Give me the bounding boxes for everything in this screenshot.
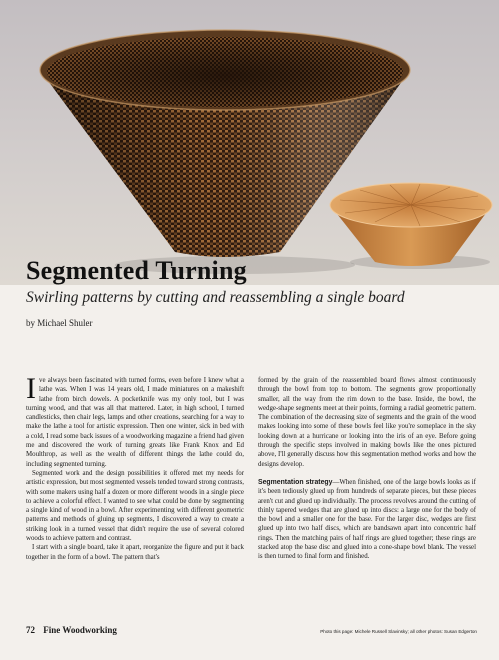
column-left — [26, 372, 244, 562]
paragraph: formed by the grain of the reassembled board flows almost continuously through the bowl from top to bottom. The segments grow proportionally smaller, all the way from the rim down to the base. Inside, the bowl, the wedge-shape segments meet at their points, forming a radial geometric pattern. The combination of the decreasing size of segments and the grain of the wood makes looking into some of these bowls feel like you're someplace in the sky looking down at a hurricane or looking into the iris of an eye. Before going through the specific steps involved in making bowls like the ones pictured above, I'll generally discuss how this segmentation method works and how the designs develop. — [258, 377, 476, 468]
page-number: 72 — [26, 625, 35, 635]
paragraph: —When finished, one of the large bowls looks as if it's been tediously glued up from hundreds of separate pieces, but these pieces aren't cut and glued up individually. The process revolves around the cutting of thinly tapered wedges that are glued up into discs: a large one for the body of the bowl and a smaller one for the base. For the larger disc, wedges are first glued up into two half discs, which are bandsawn apart into concentric half rings. Then the matching pairs of half rings are glued together; these rings are stacked atop the base disc and glued into a cone-shape bowl blank. The vessel is then turned to final form and finished. — [258, 478, 476, 561]
photo-credit: Photo this page: Michele Russell Slavinsky; all other photos: Susan Edgerton — [320, 629, 477, 634]
byline: by Michael Shuler — [26, 318, 93, 328]
section-heading: Segmentation strategy — [258, 478, 333, 486]
folio — [26, 625, 117, 635]
column-right — [258, 376, 476, 562]
bowls-photo — [0, 0, 499, 285]
title-block — [26, 257, 486, 307]
paragraph: I start with a single board, take it apart, reorganize the figure and put it back together in the form of a bowl. The pattern that's — [26, 544, 244, 561]
article-title: Segmented Turning — [26, 256, 247, 285]
page-footer — [26, 625, 477, 635]
magazine-name: Fine Woodworking — [43, 625, 117, 635]
drop-cap: I — [26, 372, 36, 405]
paragraph: Segmented work and the design possibilities it offered met my needs for artistic expression, but most segmented vessels tended toward strong contrasts, with some makers using half a dozen or more different woods in a single piece to achieve a colorful effect. I wanted to see what could be done by segmenting a single kind of wood in a bowl. After experimenting with different geometric patterns and methods of gluing up segments, I discovered a way to create a striking look in a turned vessel that didn't require the use of several colored woods to achieve pattern and contrast. — [26, 469, 244, 543]
article-subtitle: Swirling patterns by cutting and reassembling a single board — [26, 289, 405, 306]
paragraph: ve always been fascinated with turned forms, even before I knew what a lathe was. When I was 14 years old, I made miniatures on a makeshift lathe from birch dowels. A pocketknife was my only tool, but I was turning wood, and that was all that mattered. Later, in high school, I turned candlesticks, then chair legs, lamps and other creations, searching for a way to make the lathe a tool for artistic expression. Then one winter, sick in bed with a cold, I read some back issues of a woodworking magazine a friend had given me and discovered the work of turning greats like Frank Knox and Ed Moulthrop, as well as the wealth of different things the lathe could do, including segmented turning. — [26, 377, 244, 468]
article-body — [26, 372, 477, 562]
